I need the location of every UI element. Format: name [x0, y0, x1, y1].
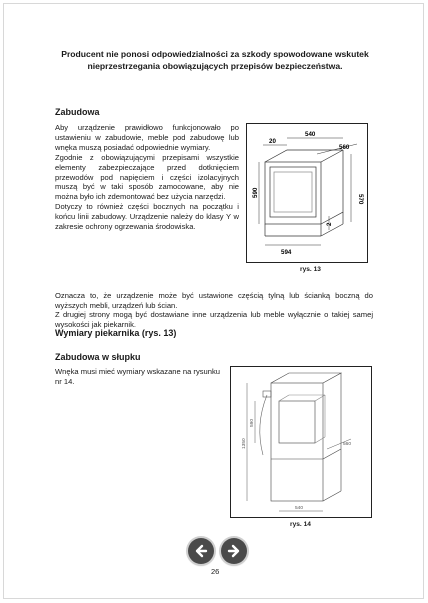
dim-540: 540: [295, 506, 304, 511]
dim-1350: 1350: [242, 438, 247, 449]
oven-dimension-drawing: [247, 124, 367, 262]
section-title-zabudowa: Zabudowa: [55, 107, 100, 117]
figure-13: [246, 123, 368, 263]
figure-14: [230, 366, 372, 518]
paragraph: Wnęka musi mieć wymiary wskazane na rysunku nr 14.: [55, 367, 221, 386]
arrow-right-icon: [226, 543, 242, 559]
figure-14-caption: rys. 14: [290, 521, 311, 528]
previous-page-button[interactable]: [188, 538, 214, 564]
column-cabinet-drawing: [231, 367, 371, 517]
dim-570: 570: [357, 194, 364, 205]
paragraph: Dotyczy to również części bocznych na początku i końcu linii zabudowy. Urządzenie należy do klasy Y w zakresie ochrony ogrzewania środowiska.: [55, 202, 239, 232]
section-title-wymiary: Wymiary piekarnika (rys. 13): [55, 328, 177, 338]
figure-13-caption: rys. 13: [300, 266, 321, 273]
page-number: 26: [211, 567, 220, 576]
dim-594: 594: [281, 249, 292, 256]
dim-20: 20: [269, 138, 276, 145]
paragraph: Aby urządzenie prawidłowo funkcjonowało po ustawieniu w zabudowie, meble pod zabudowę lub wnęka muszą posiadać odpowiednie wymiary.: [55, 123, 239, 152]
dim-590: 590: [250, 418, 255, 427]
safety-notice: Producent nie ponosi odpowiedzialności za szkody spowodowane wskutek nieprzestrzegania obowiązujących przepisów bezpieczeństwa.: [61, 49, 369, 71]
section-title-slupek: Zabudowa w słupku: [55, 352, 141, 362]
dim-540: 540: [305, 131, 316, 138]
section-zabudowa-body: [55, 123, 239, 232]
dim-2: 2: [326, 222, 333, 226]
arrow-left-icon: [193, 543, 209, 559]
dim-560: 560: [339, 144, 350, 151]
paragraph: Zgodnie z obowiązującymi przepisami wszystkie elementy zabezpieczające przed dotknięciem przewodów pod napięciem i części izolacyjnych muszą być w taki sposób zamocowane, aby nie można było ich zdemontować bez użycia narzędzi.: [55, 152, 239, 202]
next-page-button[interactable]: [221, 538, 247, 564]
paragraph: Oznacza to, że urządzenie może być ustawione częścią tylną lub ścianką boczną do wyższych mebli, urządzeń lub ścian.: [55, 291, 373, 310]
paragraph: Z drugiej strony mogą być dostawiane inne urządzenia lub meble wyłącznie o takiej samej wysokości jak piekarnik.: [55, 310, 373, 329]
dim-560: 560: [343, 442, 352, 447]
dim-590: 590: [252, 187, 259, 198]
